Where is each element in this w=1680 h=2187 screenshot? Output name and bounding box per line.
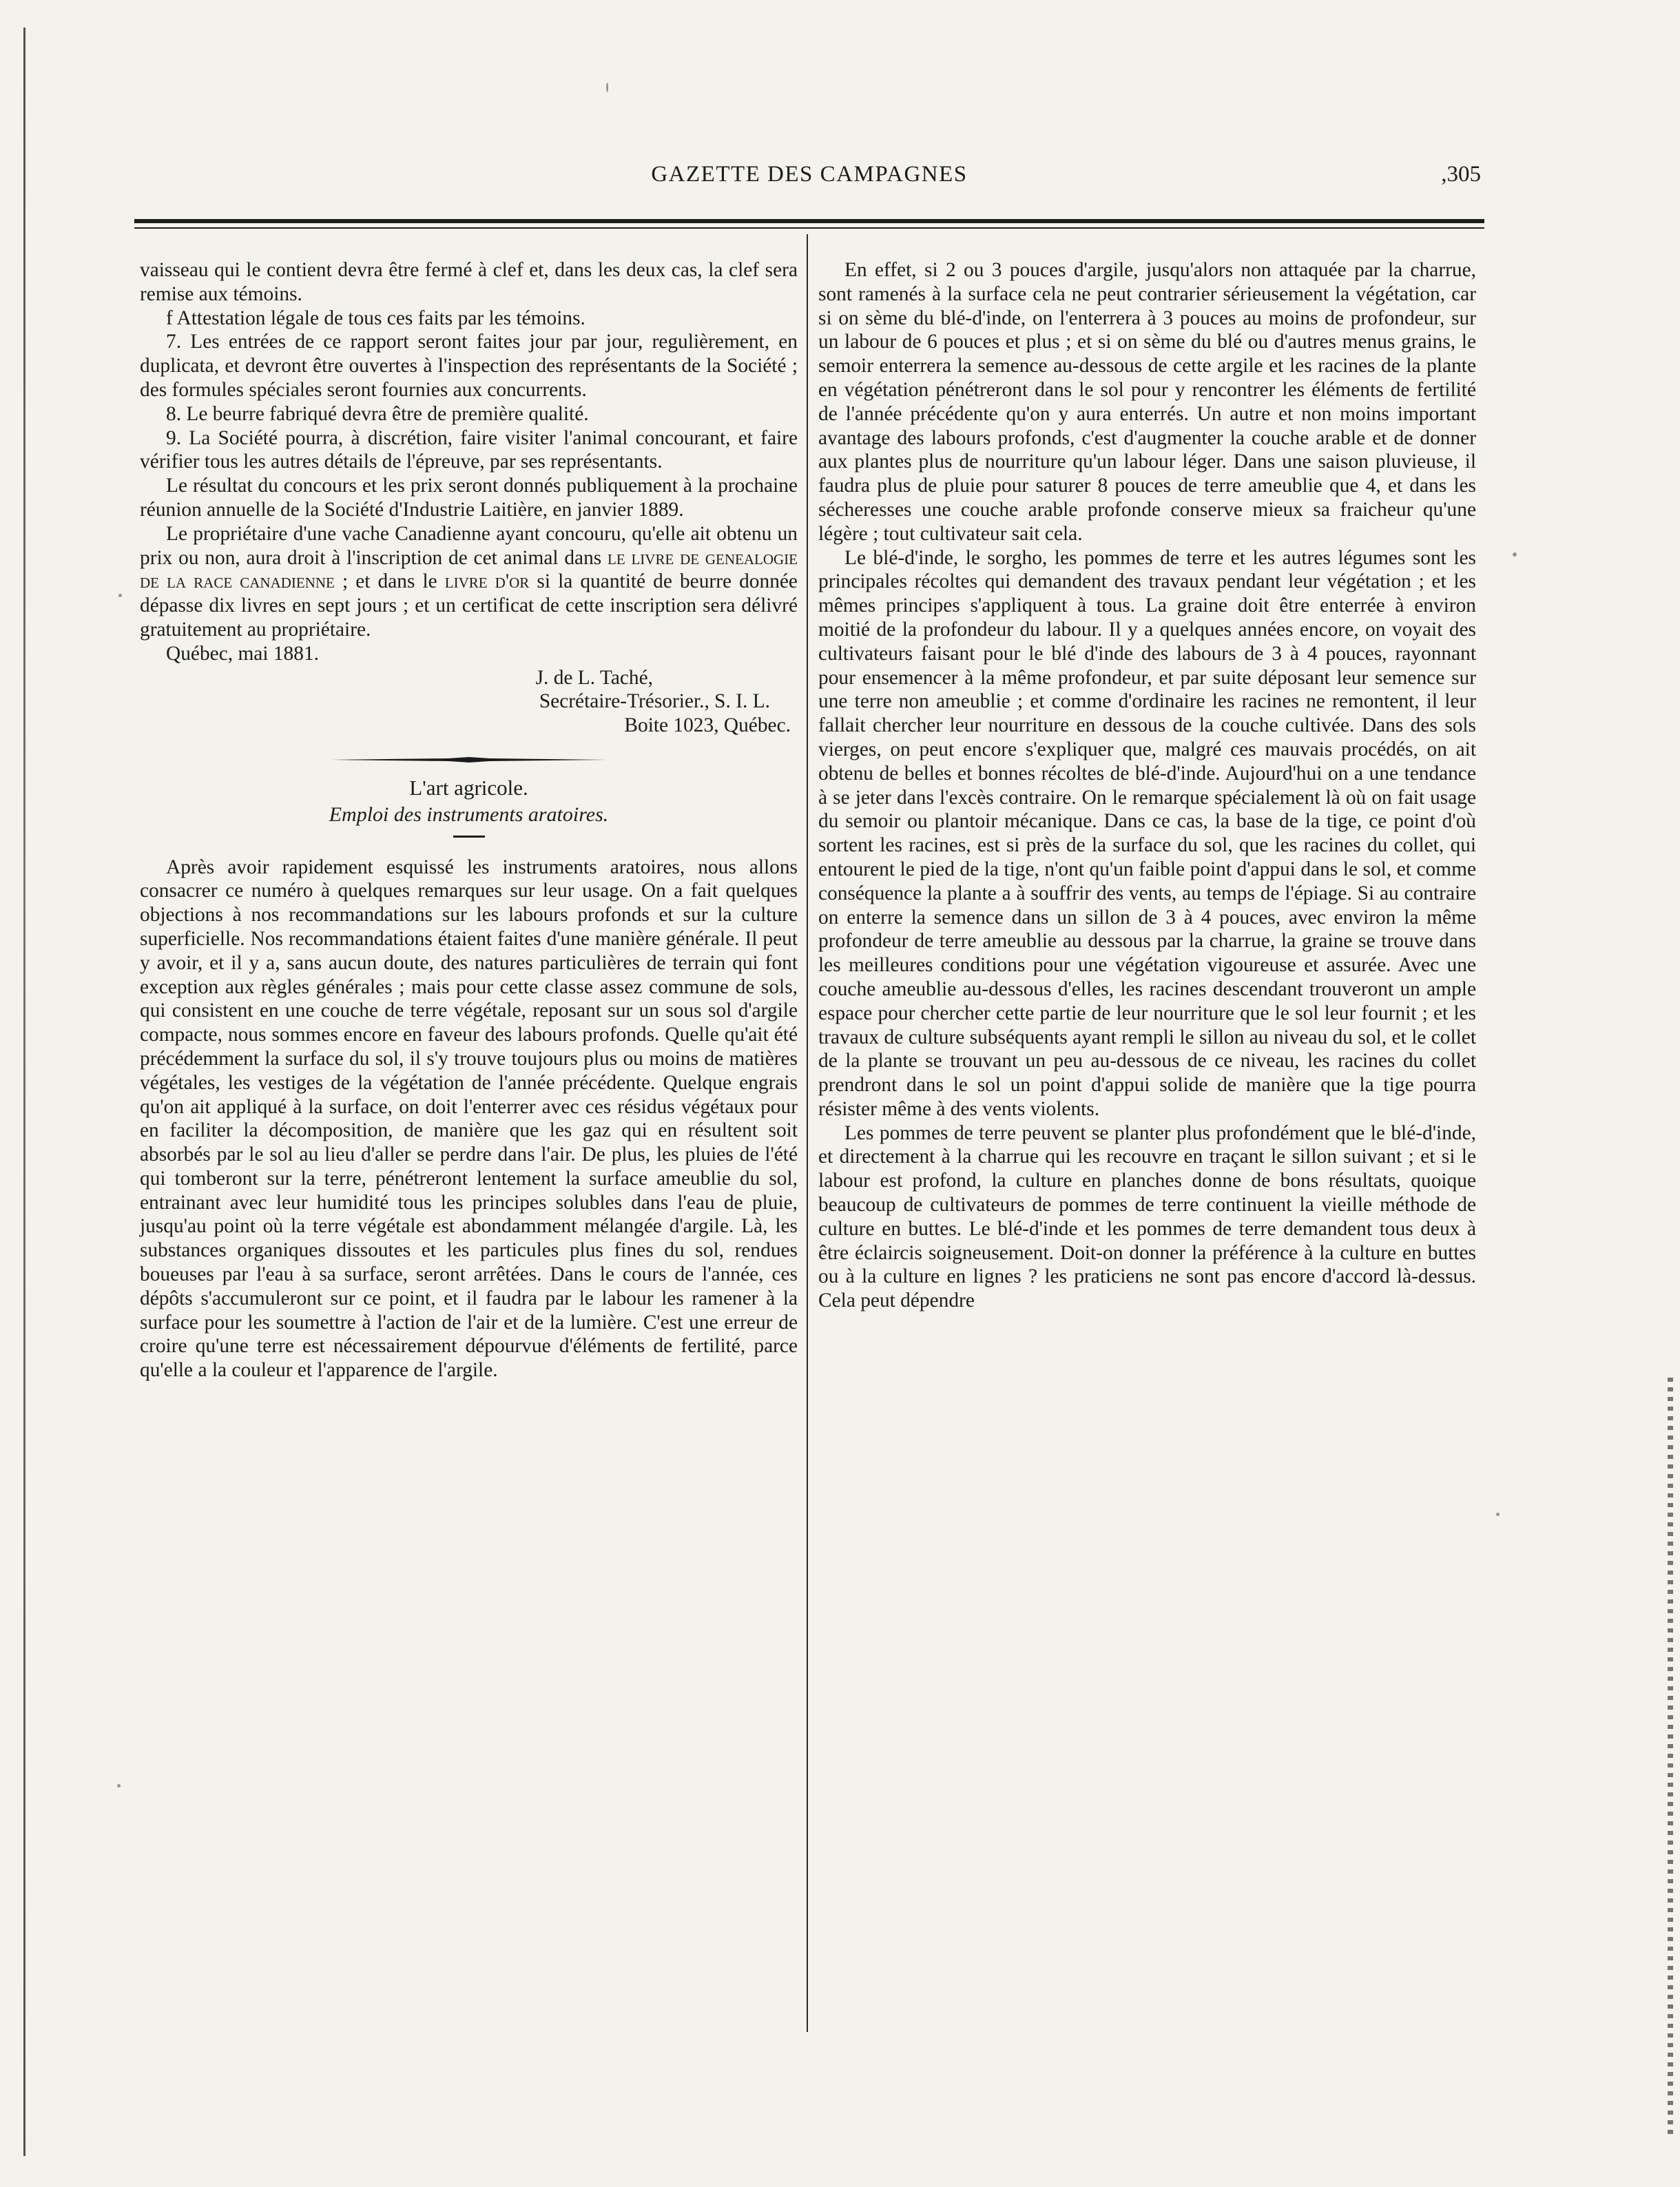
scan-speck xyxy=(118,594,122,597)
date-line: Québec, mai 1881. xyxy=(166,642,319,665)
text-run: ; et dans le xyxy=(342,570,437,593)
section-separator-ornament xyxy=(331,757,607,763)
paragraph: En effet, si 2 ou 3 pouces d'argile, jusqu'alors non attaquée par la charrue, sont ramenés à la surface cela ne peut contrarier sérieusement la végétation, car si on sème du blé-d'inde, on l'enterrera à 3 pouces au moins de profondeur, sur un labour de 6 pouces et plus ; et si on sème du blé ou d'autres menus grains, le semoir enterrera la semence au-dessous de cette argile et les racines de la plante en végétation pénétreront dans le sol pour y rencontrer les éléments de fertilité de l'année précédente qu'on y aura enterrés. Un autre et non moins important avantage des labours profonds, c'est d'augmenter la couche arable et de donner aux plantes plus de nourriture qu'un labour léger. Dans une saison pluvieuse, il faudra plus de pluie pour saturer 8 pouces de terre ameublie que 4, et dans les sécheresses une couche arable profonde conserve mieux sa fraicheur qu'une légère ; tout cultivateur sait cela. xyxy=(818,259,1476,545)
text-run: si la quantité de beurre donnée dépasse dix livres en sept jours ; et un certificat de cette inscription sera délivré gratuitement au propriétaire. xyxy=(140,570,798,641)
signature-name: J. de L. Taché, xyxy=(535,666,653,689)
page-header xyxy=(138,162,1481,196)
paragraph: Après avoir rapidement esquissé les instruments aratoires, nous allons consacrer ce numéro à quelques remarques sur leur usage. On a fait quelques objections à nos recommandations sur les labours profonds et sur la culture superficielle. Nos recommandations étaient faites d'une manière générale. Il peut y avoir, et il y a, sans aucun doute, des natures particulières de terrain qui font exception aux règles générales ; mais pour cette classe assez commune de sols, qui consistent en une couche de terre végétale, reposant sur un sous sol d'argile compacte, nous sommes encore en faveur des labours profonds. Quelle qu'ait été précédemment la surface du sol, il s'y trouve toujours plus ou moins de matières végétales, les vestiges de la végétation de l'année précédente. Quelque engrais qu'on ait appliqué à la surface, on doit l'enterrer avec ces résidus végétaux pour en faciliter la décomposition, de manière que les gaz qui en résultent soit absorbés par le sol au lieu d'aller se perdre dans l'air. De plus, les pluies de l'été qui tomberont sur la terre, pénétreront lentement la surface ameublie du sol, entrainant avec leur humidité tous les principes solubles dans l'eau de pluie, jusqu'au point où la terre végétale est abondamment mélangée d'argile. Là, les substances organiques dissoutes et les particules plus fines du sol, rendues boueuses par l'eau à sa surface, seront arrêtées. Dans le cours de l'année, ces dépôts s'accumuleront sur ce point, et il faudra par le labour les ramener à la surface pour les soumettre à l'action de l'air et de la lumière. C'est une erreur de croire qu'une terre est nécessairement dépourvue d'éléments de fertilité, parce qu'elle a la couleur et l'apparence de l'argile. xyxy=(140,856,798,1382)
scan-speck xyxy=(606,83,608,92)
section-subtitle: Emploi des instruments aratoires. xyxy=(329,802,609,826)
text-run: Le propriétaire d'une vache Canadienne ayant concouru, qu'elle ait obtenu un prix ou non, aura droit à l'inscription de cet animal dans xyxy=(140,522,798,569)
page-edge-marks xyxy=(1668,1378,1673,2135)
registry-name: le livre de genealogie de la race canadienne xyxy=(140,546,798,593)
paragraph: Le blé-d'inde, le sorgho, les pommes de terre et les autres légumes sont les principales récoltes qui demandent des travaux pendant leur végétation ; et les mêmes principes s'appliquent à tous. La graine doit être enterrée à environ moitié de la profondeur du labour. Il y a quelques années encore, on voyait des cultivateurs faisant pour le blé d'inde des labours de 3 à 4 pouces, rayonnant pour ensemencer à la même profondeur, et par suite déposant leur semence sur une terre non ameublie ; et comme d'ordinaire les racines ne remontent, il leur fallait chercher leur nourriture en dessous de la couche cultivée. Dans des sols vierges, on peut encore s'expliquer que, malgré ces mauvais procédés, on ait obtenu de belles et bonnes récoltes de blé-d'inde. Aujourd'hui on a une tendance à se jeter dans l'excès contraire. On le remarque spécialement là où on fait usage du semoir ou plantoir mécanique. Dans ce cas, la base de la tige, ce point d'où sortent les racines, est si près de la surface du sol, que les racines du collet, qui entourent le pied de la tige, n'ont qu'un faible point d'appui dans le sol, et comme conséquence la plante a à souffrir des vents, au temps de l'épiage. Si au contraire on enterre la semence dans un sillon de 3 à 4 pouces, avec environ la même profondeur de terre ameublie au dessous par la charrue, la graine se trouve dans les meilleures conditions pour une végétation vigoureuse et assurée. Avec une couche ameublie au-dessous d'elles, les racines descendant trouveront un ample espace pour chercher cette partie de leur nourriture que le sol leur fournit ; et les travaux de culture subséquents ayant rempli le sillon au niveau du sol, et le collet de la plante se trouvant un peu au-dessous de ce niveau, les racines du collet prendront dans le sol un point d'appui solide de manière que la tige pourra résister même à des vents violents. xyxy=(818,546,1476,1120)
left-column xyxy=(140,258,798,1382)
column-divider xyxy=(807,234,808,2032)
paragraph: 7. Les entrées de ce rapport seront faites jour par jour, regulièrement, en duplicata, et devront être ouvertes à l'inspection des représentants de la Société ; des formules spéciales seront fournies aux concurrents. xyxy=(140,331,798,401)
header-rule-thick xyxy=(134,219,1484,223)
scan-speck xyxy=(1513,552,1517,557)
signature-address: Boite 1023, Québec. xyxy=(624,714,791,737)
paragraph: 8. Le beurre fabriqué devra être de première qualité. xyxy=(166,402,589,425)
paragraph: Le résultat du concours et les prix seront donnés publiquement à la prochaine réunion annuelle de la Société d'Industrie Laitière, en janvier 1889. xyxy=(140,475,798,521)
registry-name: livre d'or xyxy=(444,570,530,593)
publication-title: GAZETTE DES CAMPAGNES xyxy=(651,162,968,187)
scan-speck xyxy=(117,1784,121,1787)
signature-block xyxy=(140,666,798,738)
header-rule-thin xyxy=(134,227,1484,229)
paragraph: Les pommes de terre peuvent se planter plus profondément que le blé-d'inde, et directement à la charrue qui les recouvre en traçant le sillon suivant ; et si le labour est profond, la culture en planches donne de bons résultats, quoique beaucoup de cultivateurs de pommes de terre continuent la vieille méthode de culture en buttes. Le blé-d'inde et les pommes de terre demandent tous deux à être éclaircis soigneusement. Doit-on donner la préférence à la culture en buttes ou à la culture en lignes ? les praticiens ne sont pas encore d'accord là-dessus. Cela peut dépendre xyxy=(818,1121,1476,1312)
signature-title: Secrétaire-Trésorier., S. I. L. xyxy=(539,690,770,713)
section-title: L'art agricole. xyxy=(409,775,528,800)
page-number: ,305 xyxy=(1441,162,1481,187)
short-rule xyxy=(453,836,485,838)
paragraph xyxy=(140,522,798,642)
scan-speck xyxy=(1496,1513,1500,1516)
binding-margin-line xyxy=(23,28,25,2156)
paragraph: 9. La Société pourra, à discrétion, faire visiter l'animal concourant, et faire vérifier tous les autres détails de l'épreuve, par ses représentants. xyxy=(140,426,798,473)
right-column xyxy=(818,258,1476,1313)
paragraph: vaisseau qui le contient devra être fermé à clef et, dans les deux cas, la clef sera remise aux témoins. xyxy=(140,259,798,305)
paragraph: f Attestation légale de tous ces faits par les témoins. xyxy=(166,307,585,329)
